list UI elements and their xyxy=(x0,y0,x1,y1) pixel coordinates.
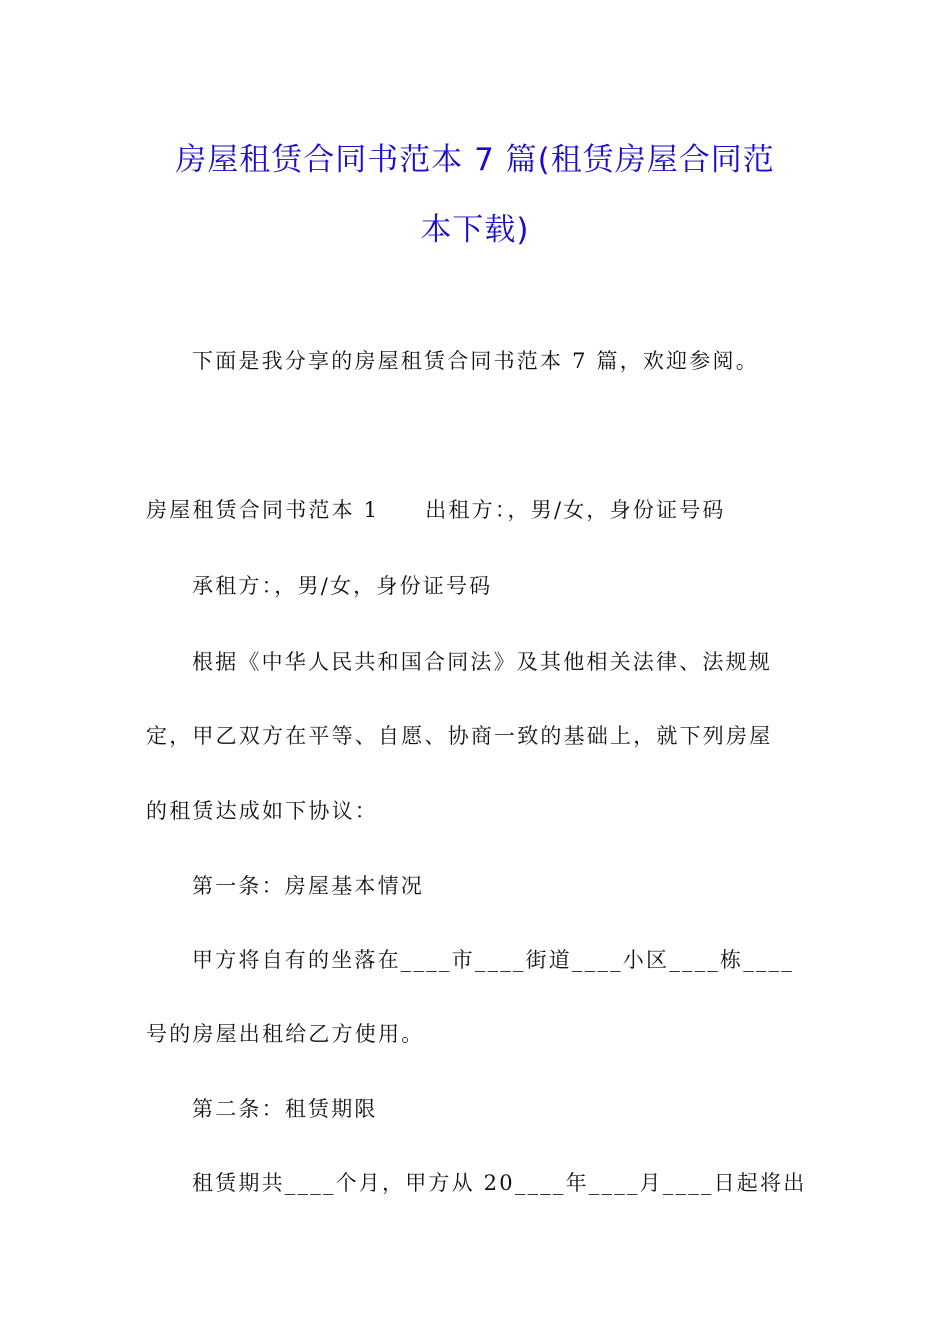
lessor-line: 出租方：，男/女，身份证号码 xyxy=(425,498,726,522)
article-1-title: 第一条：房屋基本情况 xyxy=(192,874,424,898)
lessee-line: 承租方：，男/女，身份证号码 xyxy=(192,574,493,598)
section-heading-row xyxy=(146,494,726,524)
section-heading: 房屋租赁合同书范本 1 xyxy=(146,498,380,522)
article-1-line-1: 甲方将自有的坐落在____市____街道____小区____栋____ xyxy=(192,948,794,972)
article-1-line-2: 号的房屋出租给乙方使用。 xyxy=(146,1022,425,1046)
document-title-line-2: 本下载) xyxy=(420,212,530,248)
article-2-title: 第二条：租赁期限 xyxy=(192,1097,378,1121)
intro-paragraph: 下面是我分享的房屋租赁合同书范本 7 篇，欢迎参阅。 xyxy=(192,349,759,373)
basis-paragraph-line-3: 的租赁达成如下协议： xyxy=(146,799,378,823)
document-title-line-1: 房屋租赁合同书范本 7 篇(租赁房屋合同范 xyxy=(175,142,775,178)
basis-paragraph-line-2: 定，甲乙双方在平等、自愿、协商一致的基础上，就下列房屋 xyxy=(146,724,773,748)
basis-paragraph-line-1: 根据《中华人民共和国合同法》及其他相关法律、法规规 xyxy=(192,650,772,674)
article-2-line-1: 租赁期共____个月，甲方从 20____年____月____日起将出 xyxy=(192,1171,807,1195)
